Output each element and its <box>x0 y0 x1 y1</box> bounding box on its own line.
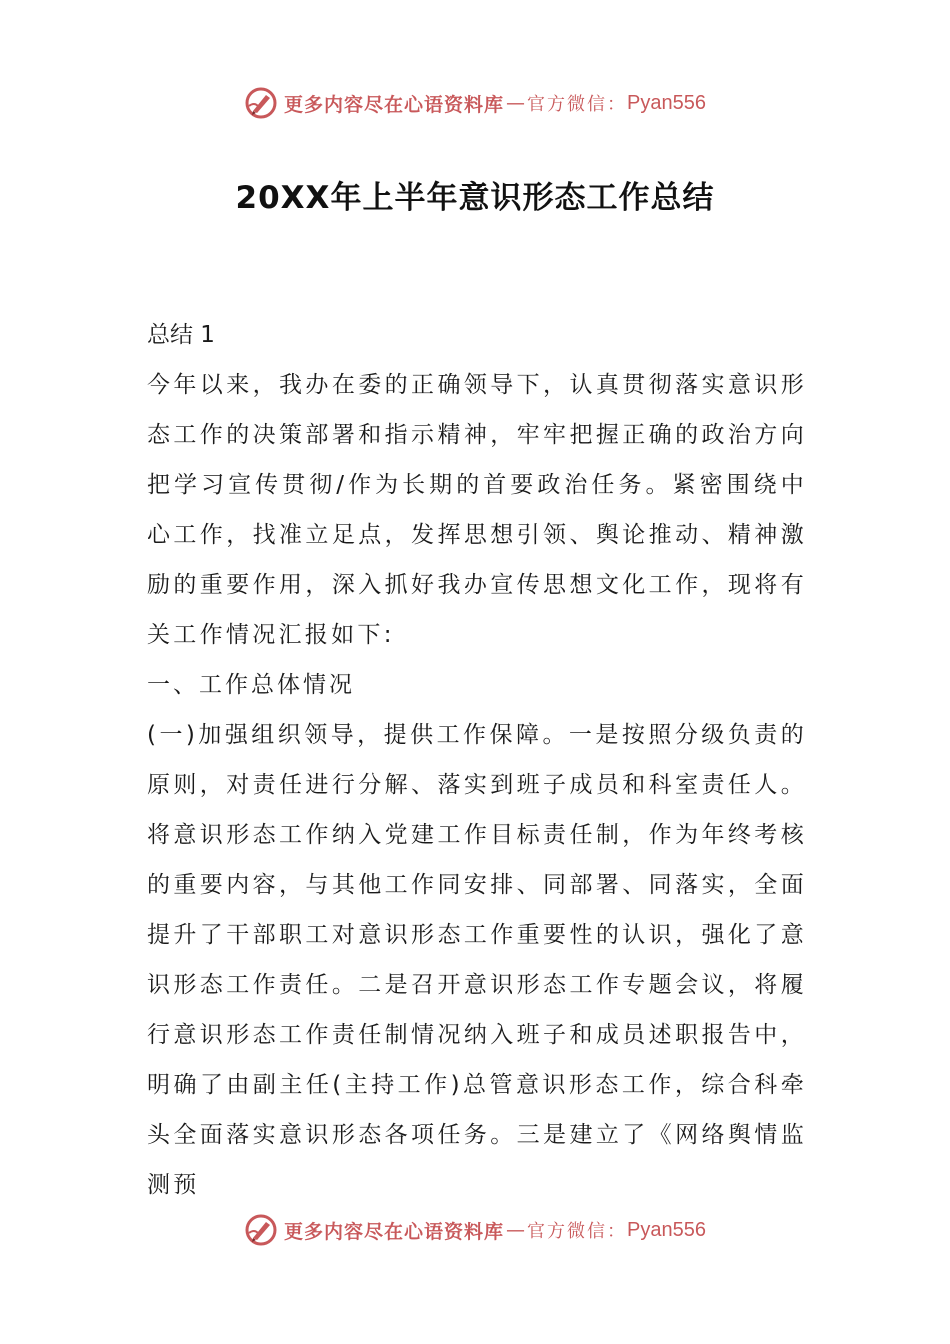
watermark-wechat-id: Pyan556 <box>627 91 706 114</box>
pen-logo-icon <box>244 1213 278 1247</box>
watermark-separator: — <box>506 92 526 114</box>
document-title: 20XX年上半年意识形态工作总结 <box>235 180 715 216</box>
summary-subtitle: 总结 1 <box>147 322 215 348</box>
watermark-wechat-label: 官方微信： <box>527 1221 628 1242</box>
pen-logo-icon <box>244 86 278 120</box>
watermark-site-text: 更多内容尽在心语资料库 <box>284 93 505 116</box>
watermark-wechat-id: Pyan556 <box>627 1218 706 1241</box>
section-paragraph: (一)加强组织领导，提供工作保障。一是按照分级负责的原则，对责任进行分解、落实到班子成员和科室责任人。将意识形态工作纳入党建工作目标责任制，作为年终考核的重要内容，与其他工作同安排、同部署、同落实，全面提升了干部职工对意识形态工作重要性的认识，强化了意识形态工作责任。二是召开意识形态工作专题会议，将履行意识形态工作责任制情况纳入班子和成员述职报告中，明确了由副主任(主持工作)总管意识形态工作，综合科牵头全面落实意识形态各项任务。三是建立了《网络舆情监测预 <box>147 722 807 1198</box>
footer-watermark <box>0 1210 950 1250</box>
watermark-wechat-label: 官方微信： <box>527 94 628 115</box>
intro-paragraph: 今年以来，我办在委的正确领导下，认真贯彻落实意识形态工作的决策部署和指示精神，牢牢把握正确的政治方向把学习宣传贯彻/作为长期的首要政治任务。紧密围绕中心工作，找准立足点，发挥思想引领、舆论推动、精神激励的重要作用，深入抓好我办宣传思想文化工作，现将有关工作情况汇报如下: <box>147 372 807 648</box>
header-watermark <box>0 83 950 123</box>
watermark-separator: — <box>506 1219 526 1241</box>
watermark-site-text: 更多内容尽在心语资料库 <box>284 1220 505 1243</box>
section-heading: 一、工作总体情况 <box>147 672 355 698</box>
